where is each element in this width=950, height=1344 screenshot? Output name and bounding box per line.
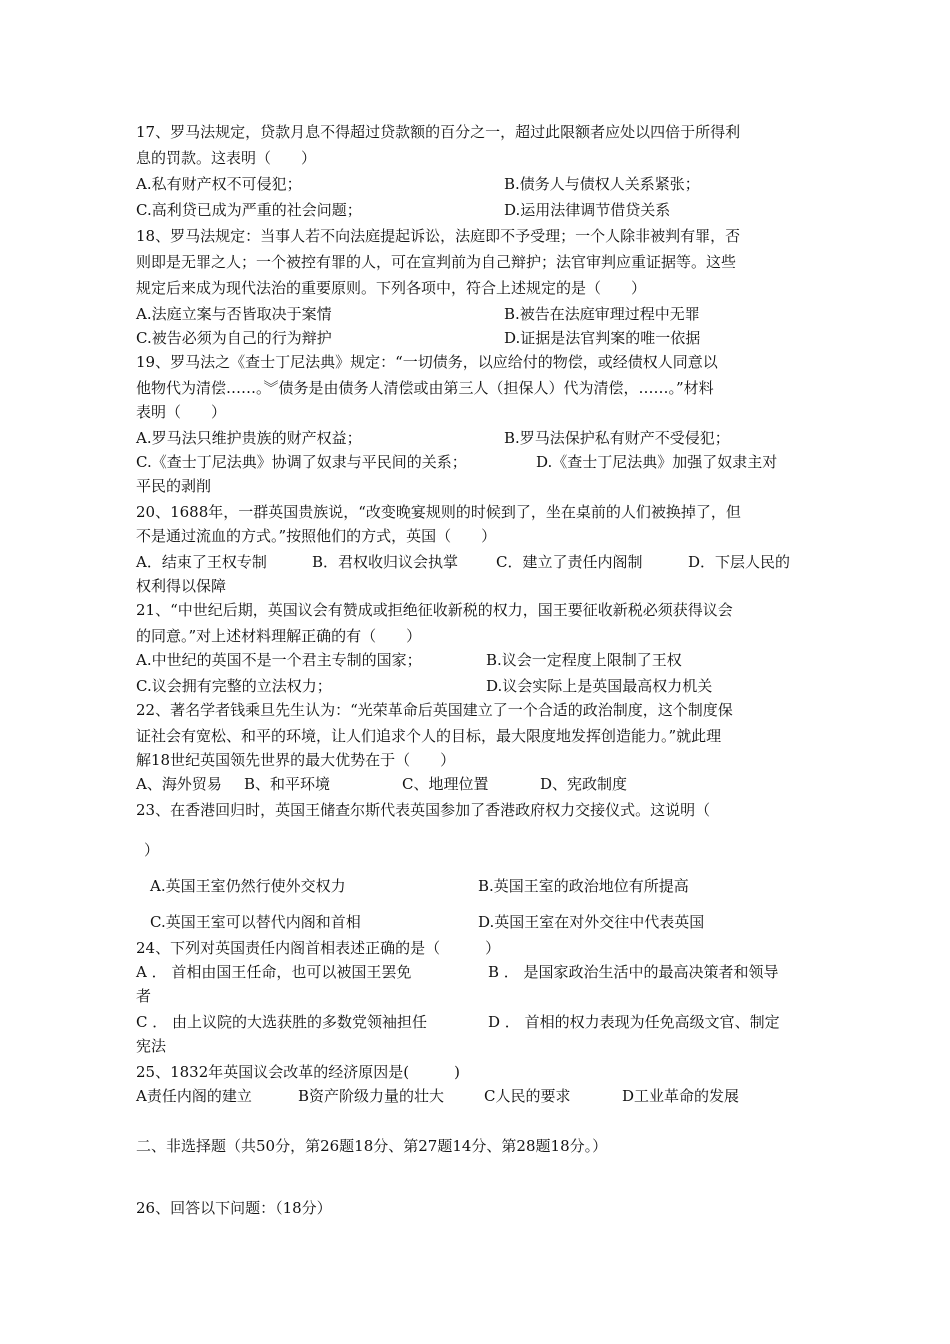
- q19-option-c: C.《查士丁尼法典》协调了奴隶与平民间的关系；: [136, 453, 467, 471]
- q23-option-b: B.英国王室的政治地位有所提高: [478, 877, 689, 895]
- q24-option-b: B ． 是国家政治生活中的最高决策者和领导: [488, 963, 779, 981]
- q24-option-a: A ． 首相由国王任命，也可以被国王罢免: [136, 963, 412, 981]
- q19-option-a: A.罗马法只维护贵族的财产权益；: [136, 429, 362, 447]
- q22-option-a: A、海外贸易: [136, 775, 222, 793]
- q19-stem-line2: 他物代为清偿……。︾债务是由债务人清偿或由第三人（担保人）代为清偿，……。”材料: [136, 379, 714, 397]
- q24-option-d: D ． 首相的权力表现为任免高级文官、制定: [488, 1013, 780, 1031]
- q22-option-d: D、宪政制度: [540, 775, 628, 793]
- q19-option-d: D.《查士丁尼法典》加强了奴隶主对: [536, 453, 778, 471]
- q21-option-a: A.中世纪的英国不是一个君主专制的国家；: [136, 651, 422, 669]
- q19-option-b: B.罗马法保护私有财产不受侵犯；: [504, 429, 730, 447]
- q20-option-b: B．君权收归议会执掌: [312, 553, 459, 571]
- q20-option-c: C．建立了责任内阁制: [496, 553, 643, 571]
- q25-option-b: B资产阶级力量的壮大: [298, 1087, 445, 1105]
- q23-stem-line2: ）: [144, 841, 160, 859]
- q19-stem-line3: 表明（ ）: [136, 403, 227, 421]
- q18-option-b: B.被告在法庭审理过程中无罪: [504, 305, 700, 323]
- q17-option-d: D.运用法律调节借贷关系: [504, 201, 671, 219]
- q25-stem-line1: 25、1832年英国议会改革的经济原因是( ): [136, 1063, 460, 1081]
- q20-stem-line2: 不是通过流血的方式。”按照他们的方式，英国（ ）: [136, 527, 497, 545]
- q24-option-d-cont: 宪法: [136, 1037, 167, 1055]
- q21-option-c: C.议会拥有完整的立法权力；: [136, 677, 332, 695]
- q18-option-a: A.法庭立案与否皆取决于案情: [136, 305, 332, 323]
- q20-option-a: A．结束了王权专制: [136, 553, 267, 571]
- section2-heading: 二、非选择题（共50分，第26题18分、第27题14分、第28题18分。）: [136, 1137, 608, 1155]
- q22-option-c: C、地理位置: [402, 775, 489, 793]
- q23-option-a: A.英国王室仍然行使外交权力: [150, 877, 346, 895]
- q19-stem-line1: 19、罗马法之《查士丁尼法典》规定：“一切债务，以应给付的物偿，或经债权人同意以: [136, 353, 718, 371]
- q24-stem-line1: 24、下列对英国责任内阁首相表述正确的是（ ）: [136, 939, 501, 957]
- q21-stem-line1: 21、“中世纪后期，英国议会有赞成或拒绝征收新税的权力，国王要征收新税必须获得议会: [136, 601, 733, 619]
- q17-stem-line1: 17、罗马法规定，贷款月息不得超过贷款额的百分之一，超过此限额者应处以四倍于所得利: [136, 123, 741, 141]
- q19-option-d-cont: 平民的剥削: [136, 477, 212, 495]
- q25-option-a: A责任内阁的建立: [136, 1087, 252, 1105]
- q17-option-c: C.高利贷已成为严重的社会问题；: [136, 201, 362, 219]
- q23-stem-line1: 23、在香港回归时，英国王储查尔斯代表英国参加了香港政府权力交接仪式。这说明（: [136, 801, 711, 819]
- q24-option-c: C ． 由上议院的大选获胜的多数党领袖担任: [136, 1013, 428, 1031]
- q18-option-d: D.证据是法官判案的唯一依据: [504, 329, 701, 347]
- q18-stem-line2: 则即是无罪之人；一个被控有罪的人，可在宣判前为自己辩护；法官审判应重证据等。这些: [136, 253, 737, 271]
- q25-option-d: D工业革命的发展: [622, 1087, 740, 1105]
- q20-option-d-cont: 权利得以保障: [136, 577, 227, 595]
- q24-option-b-cont: 者: [136, 987, 152, 1005]
- q22-stem-line1: 22、著名学者钱乘旦先生认为：“光荣革命后英国建立了一个合适的政治制度，这个制度保: [136, 701, 733, 719]
- q18-option-c: C.被告必须为自己的行为辩护: [136, 329, 332, 347]
- q21-option-b: B.议会一定程度上限制了王权: [486, 651, 682, 669]
- q23-option-d: D.英国王室在对外交往中代表英国: [478, 913, 705, 931]
- q17-option-b: B.债务人与债权人关系紧张；: [504, 175, 700, 193]
- q21-stem-line2: 的同意。”对上述材料理解正确的有（ ）: [136, 627, 422, 645]
- q21-option-d: D.议会实际上是英国最高权力机关: [486, 677, 713, 695]
- q20-stem-line1: 20、1688年，一群英国贵族说，“改变晚宴规则的时候到了，坐在桌前的人们被换掉了，但: [136, 503, 741, 521]
- q17-option-a: A.私有财产权不可侵犯；: [136, 175, 302, 193]
- q17-stem-line2: 息的罚款。这表明（ ）: [136, 149, 317, 167]
- q26-stem-line1: 26、回答以下问题：（18分）: [136, 1199, 332, 1217]
- q20-option-d: D．下层人民的: [688, 553, 791, 571]
- q23-option-c: C.英国王室可以替代内阁和首相: [150, 913, 361, 931]
- q22-stem-line3: 解18世纪英国领先世界的最大优势在于（ ）: [136, 751, 456, 769]
- q22-stem-line2: 证社会有宽松、和平的环境，让人们追求个人的目标，最大限度地发挥创造能力。”就此理: [136, 727, 722, 745]
- q25-option-c: C人民的要求: [484, 1087, 571, 1105]
- q18-stem-line1: 18、罗马法规定：当事人若不向法庭提起诉讼，法庭即不予受理；一个人除非被判有罪，否: [136, 227, 741, 245]
- q22-option-b: B、和平环境: [244, 775, 331, 793]
- q18-stem-line3: 规定后来成为现代法治的重要原则。下列各项中，符合上述规定的是（ ）: [136, 279, 647, 297]
